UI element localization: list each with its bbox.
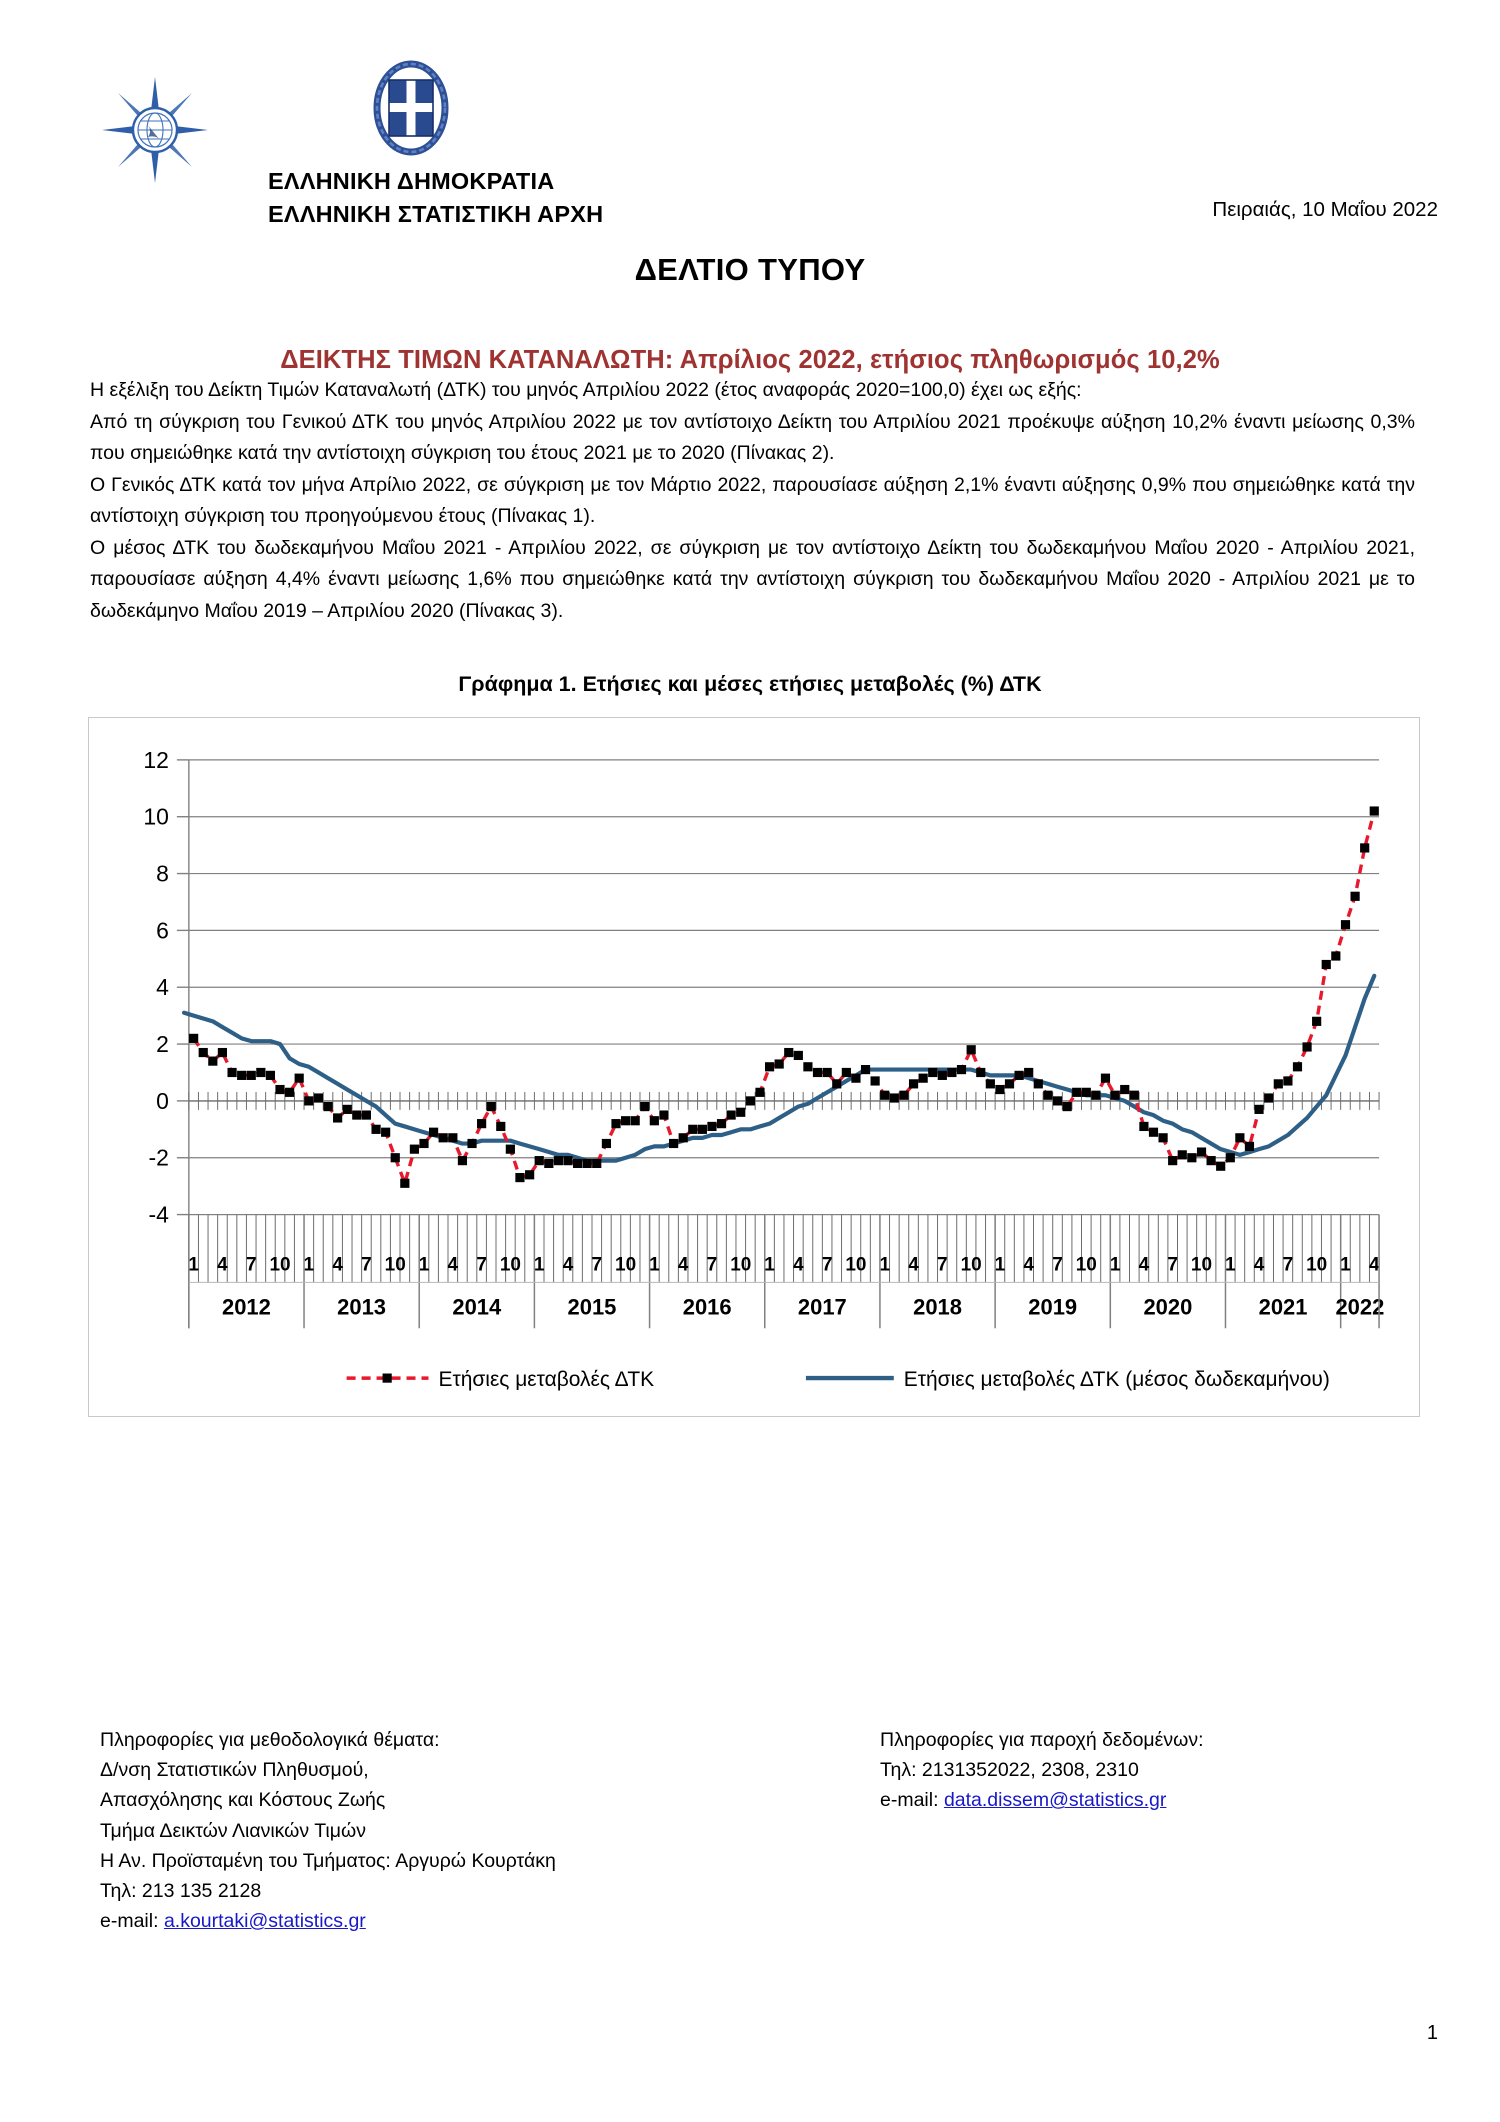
svg-text:2019: 2019 <box>1028 1293 1078 1319</box>
svg-text:4: 4 <box>156 973 169 1000</box>
page-title: ΔΕΛΤΙΟ ΤΥΠΟΥ <box>634 252 866 287</box>
svg-text:7: 7 <box>937 1254 948 1276</box>
footer-right-line-1: Πληροφορίες για παροχή δεδομένων: <box>880 1729 1204 1751</box>
svg-text:7: 7 <box>1167 1254 1178 1276</box>
svg-text:10: 10 <box>499 1254 521 1276</box>
svg-text:4: 4 <box>562 1254 574 1276</box>
svg-text:12: 12 <box>143 746 169 773</box>
svg-text:1: 1 <box>188 1254 199 1276</box>
svg-text:1: 1 <box>764 1254 775 1276</box>
svg-text:4: 4 <box>217 1254 228 1276</box>
svg-text:2021: 2021 <box>1258 1293 1308 1319</box>
svg-text:7: 7 <box>821 1254 833 1276</box>
svg-text:2014: 2014 <box>452 1293 502 1319</box>
svg-text:7: 7 <box>591 1254 603 1276</box>
svg-text:0: 0 <box>156 1087 169 1114</box>
document-header <box>0 0 1500 230</box>
footer-right-email-row <box>880 1785 1204 1815</box>
svg-text:2022: 2022 <box>1335 1293 1385 1319</box>
svg-text:4: 4 <box>1368 1254 1380 1276</box>
footer-methodology-info <box>100 1725 556 1937</box>
svg-text:7: 7 <box>361 1254 372 1276</box>
svg-text:1: 1 <box>1109 1254 1121 1276</box>
svg-text:-4: -4 <box>148 1201 169 1228</box>
paragraph-twelve-month-average: Ο μέσος ΔΤΚ του δωδεκαμήνου Μαΐου 2021 - Απριλίου 2022, σε σύγκριση με τον αντίστοιχο Δείκτη του δωδεκαμήνου Μαΐου 2020 - Απριλίου 2021, παρουσίασε αύξηση 4,4% έναντι μείωσης 1,6% που σημειώθηκε κατά την αντίστοιχη σύγκριση του δωδεκαμήνου Μαΐου 2020 - Απριλίου 2021 με το δωδεκάμηνο Μαΐου 2019 – Απριλίου 2020 (Πίνακας 3). <box>90 536 1415 623</box>
body-content <box>90 375 1415 628</box>
svg-text:4: 4 <box>1138 1254 1150 1276</box>
svg-text:Ετήσιες μεταβολές ΔΤΚ: Ετήσιες μεταβολές ΔΤΚ <box>438 1367 655 1391</box>
chart-container <box>88 717 1420 1417</box>
svg-text:Ετήσιες μεταβολές ΔΤΚ (μέσος δ: Ετήσιες μεταβολές ΔΤΚ (μέσος δωδεκαμήνου) <box>903 1367 1330 1391</box>
svg-text:4: 4 <box>1253 1254 1265 1276</box>
footer-right-email-link[interactable]: data.dissem@statistics.gr <box>943 1789 1167 1812</box>
svg-text:10: 10 <box>1075 1254 1097 1276</box>
organisation-line-2: ΕΛΛΗΝΙΚΗ ΣΤΑΤΙΣΤΙΚΗ ΑΡΧΗ <box>268 201 604 228</box>
svg-text:2017: 2017 <box>797 1293 847 1319</box>
svg-text:2012: 2012 <box>222 1293 271 1319</box>
svg-text:1: 1 <box>533 1254 545 1276</box>
svg-text:10: 10 <box>845 1254 867 1276</box>
footer-left-phone: Τηλ: 213 135 2128 <box>100 1880 262 1903</box>
footer-left-line-4: Τμήμα Δεικτών Λιανικών Τιμών <box>100 1819 366 1842</box>
footer-left-line-3: Απασχόλησης και Κόστους Ζωής <box>100 1789 386 1812</box>
svg-text:7: 7 <box>1282 1254 1294 1276</box>
elstat-compass-globe-icon <box>100 75 210 185</box>
paragraph-annual-change: Από τη σύγκριση του Γενικού ΔΤΚ του μηνός Απριλίου 2022 με τον αντίστοιχο Δείκτη του Απριλίου 2021 προέκυψε αύξηση 10,2% έναντι μείωσης 0,3% που σημειώθηκε κατά την αντίστοιχη σύγκριση του έτους 2021 με το 2020 (Πίνακας 2). <box>90 410 1415 465</box>
svg-text:4: 4 <box>677 1254 689 1276</box>
svg-text:7: 7 <box>1052 1254 1063 1276</box>
svg-text:2018: 2018 <box>913 1293 962 1319</box>
chart-title: Γράφημα 1. Ετήσιες και μέσες ετήσιες μεταβολές (%) ΔΤΚ <box>458 671 1042 696</box>
svg-text:7: 7 <box>476 1254 487 1276</box>
svg-text:10: 10 <box>143 803 169 830</box>
cpi-line-chart <box>89 718 1419 1416</box>
svg-text:2015: 2015 <box>567 1293 617 1319</box>
footer-right-email-label: e-mail: <box>880 1789 944 1812</box>
svg-text:8: 8 <box>156 860 169 887</box>
svg-text:2013: 2013 <box>337 1293 387 1319</box>
svg-text:4: 4 <box>793 1254 804 1276</box>
svg-text:2: 2 <box>156 1030 169 1057</box>
svg-text:1: 1 <box>879 1254 891 1276</box>
footer-right-phone: Τηλ: 2131352022, 2308, 2310 <box>880 1759 1139 1782</box>
page-number: 1 <box>1426 2022 1438 2044</box>
place-and-date: Πειραιάς, 10 Μαΐου 2022 <box>1212 198 1438 221</box>
footer-left-line-1: Πληροφορίες για μεθοδολογικά θέματα: <box>100 1729 440 1751</box>
svg-text:4: 4 <box>447 1254 459 1276</box>
svg-text:1: 1 <box>303 1254 315 1276</box>
svg-text:10: 10 <box>730 1254 752 1276</box>
footer-left-email-row <box>100 1906 556 1936</box>
footer-left-email-label: e-mail: <box>100 1910 164 1933</box>
footer-left-line-5: Η Αν. Προϊσταμένη του Τμήματος: Αργυρώ Κουρτάκη <box>100 1849 556 1872</box>
svg-text:4: 4 <box>1023 1254 1034 1276</box>
svg-text:10: 10 <box>1190 1254 1213 1276</box>
footer-data-provision-info <box>880 1725 1204 1816</box>
svg-text:7: 7 <box>245 1254 257 1276</box>
paragraph-intro: Η εξέλιξη του Δείκτη Τιμών Καταναλωτή (ΔΤΚ) του μηνός Απριλίου 2022 (έτος αναφοράς 2020=100,0) έχει ως εξής: <box>90 379 1082 401</box>
svg-text:-2: -2 <box>148 1144 169 1171</box>
svg-text:4: 4 <box>332 1254 343 1276</box>
footer-left-line-2: Δ/νση Στατιστικών Πληθυσμού, <box>100 1759 369 1782</box>
svg-text:7: 7 <box>706 1254 718 1276</box>
svg-text:2016: 2016 <box>682 1293 732 1319</box>
svg-text:1: 1 <box>1340 1254 1351 1276</box>
svg-text:10: 10 <box>269 1254 291 1276</box>
organisation-line-1: ΕΛΛΗΝΙΚΗ ΔΗΜΟΚΡΑΤΙΑ <box>268 168 555 194</box>
svg-text:4: 4 <box>908 1254 919 1276</box>
footer-left-email-link[interactable]: a.kourtaki@statistics.gr <box>163 1910 366 1933</box>
svg-text:1: 1 <box>649 1254 660 1276</box>
svg-text:1: 1 <box>994 1254 1006 1276</box>
svg-text:10: 10 <box>960 1254 982 1276</box>
subject-title: ΔΕΙΚΤΗΣ ΤΙΜΩΝ ΚΑΤΑΝΑΛΩΤΗ: Απρίλιος 2022, ετήσιος πληθωρισμός 10,2% <box>280 346 1220 374</box>
paragraph-monthly-change: Ο Γενικός ΔΤΚ κατά τον μήνα Απρίλιο 2022, σε σύγκριση με τον Μάρτιο 2022, παρουσίασε αύξηση 2,1% έναντι αύξησης 0,9% που σημειώθηκε κατά την αντίστοιχη σύγκριση του προηγούμενου έτους (Πίνακας 1). <box>90 473 1415 528</box>
svg-text:6: 6 <box>156 917 169 943</box>
svg-text:2020: 2020 <box>1143 1293 1193 1319</box>
greek-republic-crest-icon <box>372 60 450 156</box>
svg-text:10: 10 <box>1306 1254 1328 1276</box>
svg-text:1: 1 <box>1225 1254 1236 1276</box>
svg-text:1: 1 <box>418 1254 430 1276</box>
svg-text:10: 10 <box>615 1254 637 1276</box>
organisation-name <box>268 165 603 232</box>
svg-text:10: 10 <box>384 1254 406 1276</box>
